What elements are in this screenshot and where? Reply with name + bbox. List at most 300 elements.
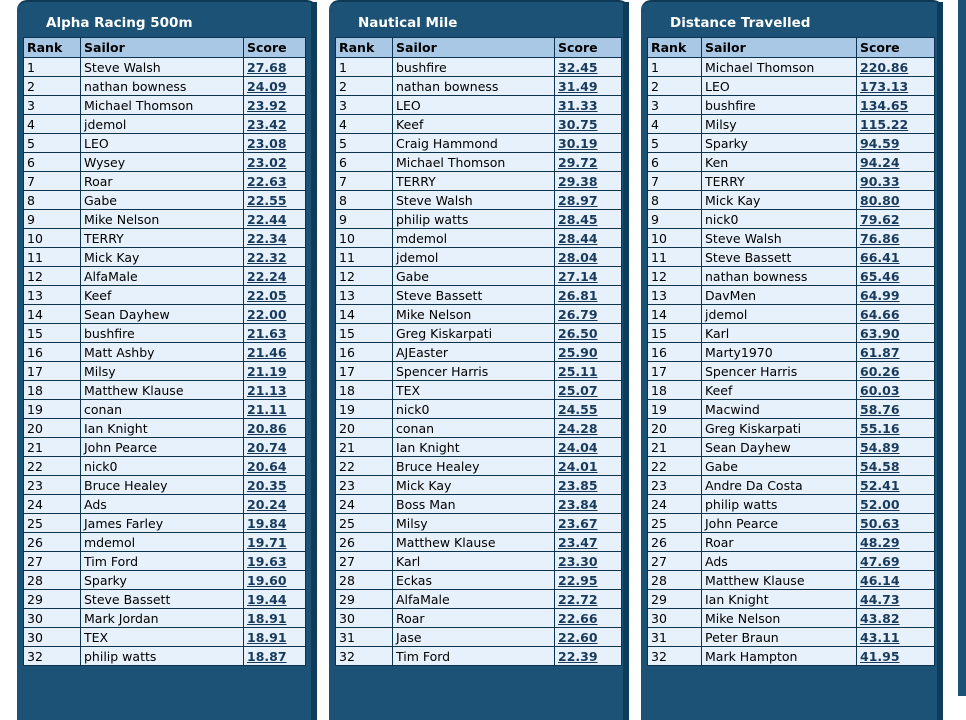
score-link[interactable]: 52.41 [857, 476, 935, 495]
score-link[interactable]: 30.75 [555, 115, 622, 134]
table-row [336, 400, 622, 419]
rank-cell: 1 [648, 58, 702, 77]
table-row [24, 552, 306, 571]
sailor-name-cell: James Farley [81, 514, 244, 533]
score-link[interactable]: 21.46 [244, 343, 306, 362]
score-link[interactable]: 22.63 [244, 172, 306, 191]
score-link[interactable]: 23.30 [555, 552, 622, 571]
sailor-name-cell: Bruce Healey [81, 476, 244, 495]
score-link[interactable]: 60.03 [857, 381, 935, 400]
score-link[interactable]: 23.85 [555, 476, 622, 495]
sailor-name-cell: mdemol [393, 229, 555, 248]
score-link[interactable]: 58.76 [857, 400, 935, 419]
score-link[interactable]: 28.97 [555, 191, 622, 210]
score-link[interactable]: 90.33 [857, 172, 935, 191]
score-link[interactable]: 21.19 [244, 362, 306, 381]
table-row [336, 571, 622, 590]
sailor-name-cell: jdemol [702, 305, 857, 324]
table-row [648, 115, 935, 134]
table-row [24, 628, 306, 647]
panel-title: Nautical Mile [358, 15, 458, 31]
table-row [24, 134, 306, 153]
sailor-name-cell: philip watts [393, 210, 555, 229]
panel-title: Alpha Racing 500m [46, 15, 193, 31]
score-link[interactable]: 24.28 [555, 419, 622, 438]
table-row [24, 115, 306, 134]
rank-cell: 14 [336, 305, 393, 324]
score-link[interactable]: 19.71 [244, 533, 306, 552]
score-link[interactable]: 20.24 [244, 495, 306, 514]
table-row [336, 305, 622, 324]
score-link[interactable]: 94.59 [857, 134, 935, 153]
score-link[interactable]: 46.14 [857, 571, 935, 590]
sailor-name-cell: Matthew Klause [702, 571, 857, 590]
score-link[interactable]: 26.81 [555, 286, 622, 305]
score-link[interactable]: 23.84 [555, 495, 622, 514]
score-link[interactable]: 63.90 [857, 324, 935, 343]
panel-title: Distance Travelled [670, 15, 811, 31]
right-edge-bar [958, 0, 966, 696]
rank-cell: 19 [24, 400, 81, 419]
rank-cell: 5 [336, 134, 393, 153]
table-row [648, 324, 935, 343]
rank-cell: 4 [336, 115, 393, 134]
sailor-name-cell: Craig Hammond [393, 134, 555, 153]
score-link[interactable]: 43.82 [857, 609, 935, 628]
sailor-name-cell: Milsy [81, 362, 244, 381]
score-link[interactable]: 21.11 [244, 400, 306, 419]
score-link[interactable]: 50.63 [857, 514, 935, 533]
score-link[interactable]: 23.08 [244, 134, 306, 153]
rank-cell: 32 [336, 647, 393, 666]
score-link[interactable]: 22.55 [244, 191, 306, 210]
rank-cell: 16 [336, 343, 393, 362]
rank-cell: 17 [24, 362, 81, 381]
table-row [648, 609, 935, 628]
rank-cell: 3 [24, 96, 81, 115]
score-link[interactable]: 23.47 [555, 533, 622, 552]
rank-cell: 22 [648, 457, 702, 476]
rank-cell: 7 [648, 172, 702, 191]
score-link[interactable]: 28.44 [555, 229, 622, 248]
score-link[interactable]: 24.01 [555, 457, 622, 476]
score-link[interactable]: 31.49 [555, 77, 622, 96]
rank-cell: 16 [24, 343, 81, 362]
score-link[interactable]: 61.87 [857, 343, 935, 362]
score-link[interactable]: 23.92 [244, 96, 306, 115]
sailor-name-cell: Matthew Klause [81, 381, 244, 400]
score-link[interactable]: 24.09 [244, 77, 306, 96]
table-row [24, 476, 306, 495]
score-link[interactable]: 22.44 [244, 210, 306, 229]
score-link[interactable]: 31.33 [555, 96, 622, 115]
score-link[interactable]: 19.84 [244, 514, 306, 533]
rank-cell: 8 [648, 191, 702, 210]
leaderboard-panel-nautical-mile [329, 0, 629, 720]
score-link[interactable]: 25.07 [555, 381, 622, 400]
table-row [648, 647, 935, 666]
table-row [336, 457, 622, 476]
sailor-name-cell: Mike Nelson [393, 305, 555, 324]
table-row [336, 134, 622, 153]
rank-cell: 1 [24, 58, 81, 77]
sailor-name-cell: Marty1970 [702, 343, 857, 362]
score-link[interactable]: 173.13 [857, 77, 935, 96]
rank-cell: 30 [336, 609, 393, 628]
rank-cell: 18 [24, 381, 81, 400]
leaderboard-table [335, 37, 622, 666]
rank-cell: 31 [336, 628, 393, 647]
table-row [336, 324, 622, 343]
score-link[interactable]: 94.24 [857, 153, 935, 172]
rank-cell: 24 [648, 495, 702, 514]
table-row [24, 267, 306, 286]
score-link[interactable]: 22.32 [244, 248, 306, 267]
table-row [648, 590, 935, 609]
table-row [336, 210, 622, 229]
score-link[interactable]: 55.16 [857, 419, 935, 438]
table-row [648, 514, 935, 533]
rank-cell: 19 [336, 400, 393, 419]
table-row [24, 153, 306, 172]
table-row [24, 381, 306, 400]
rank-cell: 23 [24, 476, 81, 495]
table-row [648, 96, 935, 115]
rank-column-header: Rank [336, 38, 393, 58]
rank-cell: 5 [24, 134, 81, 153]
table-row [648, 571, 935, 590]
score-link[interactable]: 28.04 [555, 248, 622, 267]
score-link[interactable]: 64.99 [857, 286, 935, 305]
score-link[interactable]: 79.62 [857, 210, 935, 229]
rank-cell: 9 [336, 210, 393, 229]
rank-cell: 18 [336, 381, 393, 400]
rank-cell: 6 [24, 153, 81, 172]
sailor-name-cell: Michael Thomson [393, 153, 555, 172]
table-row [648, 191, 935, 210]
score-link[interactable]: 43.11 [857, 628, 935, 647]
score-link[interactable]: 24.04 [555, 438, 622, 457]
sailor-name-cell: Keef [702, 381, 857, 400]
score-link[interactable]: 134.65 [857, 96, 935, 115]
sailor-name-cell: philip watts [702, 495, 857, 514]
score-link[interactable]: 115.22 [857, 115, 935, 134]
score-link[interactable]: 19.44 [244, 590, 306, 609]
rank-cell: 22 [24, 457, 81, 476]
score-link[interactable]: 22.72 [555, 590, 622, 609]
rank-cell: 32 [648, 647, 702, 666]
table-row [336, 514, 622, 533]
table-row [648, 305, 935, 324]
table-header-row [648, 38, 935, 58]
rank-cell: 12 [336, 267, 393, 286]
sailor-name-cell: Mike Nelson [81, 210, 244, 229]
sailor-name-cell: Mick Kay [393, 476, 555, 495]
sailor-name-cell: Ads [702, 552, 857, 571]
table-row [648, 248, 935, 267]
score-link[interactable]: 52.00 [857, 495, 935, 514]
score-link[interactable]: 48.29 [857, 533, 935, 552]
sailor-name-cell: nick0 [393, 400, 555, 419]
rank-cell: 23 [336, 476, 393, 495]
sailor-name-cell: Matthew Klause [393, 533, 555, 552]
table-row [336, 267, 622, 286]
table-row [336, 419, 622, 438]
rank-cell: 20 [24, 419, 81, 438]
sailor-name-cell: Keef [393, 115, 555, 134]
sailor-name-cell: Michael Thomson [81, 96, 244, 115]
leaderboard-panel-distance-travelled [641, 0, 943, 720]
sailor-name-cell: Greg Kiskarpati [393, 324, 555, 343]
sailor-name-cell: AJEaster [393, 343, 555, 362]
sailor-name-cell: DavMen [702, 286, 857, 305]
rank-cell: 29 [648, 590, 702, 609]
score-link[interactable]: 44.73 [857, 590, 935, 609]
score-link[interactable]: 19.63 [244, 552, 306, 571]
table-row [336, 476, 622, 495]
sailor-name-cell: bushfire [81, 324, 244, 343]
score-link[interactable]: 32.45 [555, 58, 622, 77]
table-row [648, 362, 935, 381]
table-row [336, 229, 622, 248]
sailor-name-cell: nick0 [81, 457, 244, 476]
leaderboard-panel-alpha-racing [17, 0, 317, 720]
score-link[interactable]: 22.00 [244, 305, 306, 324]
rank-cell: 27 [648, 552, 702, 571]
score-link[interactable]: 20.74 [244, 438, 306, 457]
rank-cell: 5 [648, 134, 702, 153]
sailor-name-cell: Ian Knight [81, 419, 244, 438]
score-link[interactable]: 54.58 [857, 457, 935, 476]
table-row [24, 400, 306, 419]
table-row [24, 590, 306, 609]
score-link[interactable]: 220.86 [857, 58, 935, 77]
rank-cell: 2 [336, 77, 393, 96]
rank-cell: 7 [24, 172, 81, 191]
table-row [24, 58, 306, 77]
sailor-name-cell: John Pearce [702, 514, 857, 533]
sailor-name-cell: nathan bowness [393, 77, 555, 96]
rank-cell: 4 [648, 115, 702, 134]
score-link[interactable]: 23.02 [244, 153, 306, 172]
table-row [24, 210, 306, 229]
score-link[interactable]: 23.67 [555, 514, 622, 533]
rank-cell: 29 [24, 590, 81, 609]
sailor-name-cell: Steve Walsh [702, 229, 857, 248]
rank-cell: 26 [24, 533, 81, 552]
table-row [24, 647, 306, 666]
table-row [336, 609, 622, 628]
rank-cell: 10 [24, 229, 81, 248]
score-link[interactable]: 66.41 [857, 248, 935, 267]
score-link[interactable]: 21.13 [244, 381, 306, 400]
sailor-name-cell: John Pearce [81, 438, 244, 457]
score-link[interactable]: 22.60 [555, 628, 622, 647]
sailor-name-cell: Roar [393, 609, 555, 628]
score-link[interactable]: 22.66 [555, 609, 622, 628]
rank-cell: 28 [336, 571, 393, 590]
rank-cell: 30 [24, 628, 81, 647]
rank-cell: 9 [24, 210, 81, 229]
sailor-name-cell: nathan bowness [702, 267, 857, 286]
score-link[interactable]: 25.90 [555, 343, 622, 362]
rank-cell: 6 [336, 153, 393, 172]
table-row [336, 495, 622, 514]
sailor-name-cell: philip watts [81, 647, 244, 666]
score-link[interactable]: 21.63 [244, 324, 306, 343]
rank-cell: 21 [336, 438, 393, 457]
table-row [24, 419, 306, 438]
rank-cell: 18 [648, 381, 702, 400]
rank-cell: 4 [24, 115, 81, 134]
score-link[interactable]: 20.35 [244, 476, 306, 495]
rank-cell: 21 [648, 438, 702, 457]
score-link[interactable]: 60.26 [857, 362, 935, 381]
rank-cell: 8 [24, 191, 81, 210]
table-row [648, 210, 935, 229]
rank-cell: 11 [24, 248, 81, 267]
rank-cell: 2 [648, 77, 702, 96]
table-row [24, 229, 306, 248]
table-row [336, 362, 622, 381]
sailor-name-cell: Milsy [702, 115, 857, 134]
score-link[interactable]: 54.89 [857, 438, 935, 457]
score-link[interactable]: 22.95 [555, 571, 622, 590]
score-column-header: Score [244, 38, 306, 58]
table-row [336, 343, 622, 362]
score-link[interactable]: 18.91 [244, 628, 306, 647]
sailor-name-cell: Macwind [702, 400, 857, 419]
rank-cell: 15 [336, 324, 393, 343]
rank-cell: 11 [648, 248, 702, 267]
score-link[interactable]: 18.87 [244, 647, 306, 666]
sailor-name-cell: Milsy [393, 514, 555, 533]
table-row [24, 495, 306, 514]
score-link[interactable]: 64.66 [857, 305, 935, 324]
table-row [648, 400, 935, 419]
rank-cell: 25 [336, 514, 393, 533]
sailor-name-cell: conan [393, 419, 555, 438]
table-row [336, 58, 622, 77]
table-row [336, 96, 622, 115]
table-row [336, 647, 622, 666]
score-link[interactable]: 22.24 [244, 267, 306, 286]
sailor-name-cell: Sparky [81, 571, 244, 590]
score-link[interactable]: 76.86 [857, 229, 935, 248]
sailor-name-cell: Steve Bassett [702, 248, 857, 267]
rank-cell: 11 [336, 248, 393, 267]
leaderboard-table [647, 37, 935, 666]
table-row [648, 267, 935, 286]
rank-cell: 3 [648, 96, 702, 115]
sailor-name-cell: TERRY [393, 172, 555, 191]
sailor-column-header: Sailor [81, 38, 244, 58]
sailor-name-cell: Keef [81, 286, 244, 305]
rank-cell: 27 [336, 552, 393, 571]
table-row [648, 172, 935, 191]
table-row [24, 457, 306, 476]
score-link[interactable]: 26.79 [555, 305, 622, 324]
score-link[interactable]: 24.55 [555, 400, 622, 419]
table-row [336, 172, 622, 191]
score-link[interactable]: 27.68 [244, 58, 306, 77]
sailor-name-cell: conan [81, 400, 244, 419]
score-link[interactable]: 47.69 [857, 552, 935, 571]
score-link[interactable]: 65.46 [857, 267, 935, 286]
rank-cell: 13 [24, 286, 81, 305]
sailor-name-cell: Spencer Harris [702, 362, 857, 381]
table-row [648, 628, 935, 647]
sailor-name-cell: bushfire [393, 58, 555, 77]
sailor-name-cell: Gabe [81, 191, 244, 210]
score-link[interactable]: 20.64 [244, 457, 306, 476]
score-link[interactable]: 30.19 [555, 134, 622, 153]
sailor-name-cell: jdemol [393, 248, 555, 267]
score-link[interactable]: 29.38 [555, 172, 622, 191]
sailor-name-cell: Mick Kay [702, 191, 857, 210]
table-row [648, 495, 935, 514]
score-link[interactable]: 25.11 [555, 362, 622, 381]
sailor-name-cell: Mark Jordan [81, 609, 244, 628]
score-link[interactable]: 28.45 [555, 210, 622, 229]
table-row [648, 457, 935, 476]
score-link[interactable]: 19.60 [244, 571, 306, 590]
rank-cell: 14 [24, 305, 81, 324]
score-link[interactable]: 80.80 [857, 191, 935, 210]
table-row [24, 571, 306, 590]
sailor-name-cell: Steve Bassett [393, 286, 555, 305]
table-row [336, 153, 622, 172]
rank-cell: 22 [336, 457, 393, 476]
score-link[interactable]: 20.86 [244, 419, 306, 438]
sailor-name-cell: Roar [702, 533, 857, 552]
score-link[interactable]: 22.39 [555, 647, 622, 666]
rank-cell: 8 [336, 191, 393, 210]
sailor-name-cell: Ken [702, 153, 857, 172]
table-row [24, 324, 306, 343]
table-row [648, 438, 935, 457]
score-link[interactable]: 22.05 [244, 286, 306, 305]
rank-cell: 3 [336, 96, 393, 115]
score-link[interactable]: 18.91 [244, 609, 306, 628]
table-row [336, 533, 622, 552]
score-link[interactable]: 41.95 [857, 647, 935, 666]
sailor-name-cell: Gabe [393, 267, 555, 286]
score-link[interactable]: 23.42 [244, 115, 306, 134]
rank-cell: 1 [336, 58, 393, 77]
score-column-header: Score [555, 38, 622, 58]
sailor-name-cell: mdemol [81, 533, 244, 552]
table-row [648, 381, 935, 400]
score-link[interactable]: 26.50 [555, 324, 622, 343]
table-row [336, 191, 622, 210]
score-link[interactable]: 27.14 [555, 267, 622, 286]
rank-cell: 13 [336, 286, 393, 305]
rank-cell: 10 [648, 229, 702, 248]
sailor-name-cell: Karl [393, 552, 555, 571]
sailor-name-cell: nathan bowness [81, 77, 244, 96]
score-link[interactable]: 29.72 [555, 153, 622, 172]
score-link[interactable]: 22.34 [244, 229, 306, 248]
sailor-name-cell: Tim Ford [393, 647, 555, 666]
table-row [648, 77, 935, 96]
rank-cell: 7 [336, 172, 393, 191]
table-row [336, 438, 622, 457]
table-row [24, 191, 306, 210]
sailor-name-cell: TEX [393, 381, 555, 400]
sailor-name-cell: Steve Walsh [393, 191, 555, 210]
rank-cell: 13 [648, 286, 702, 305]
